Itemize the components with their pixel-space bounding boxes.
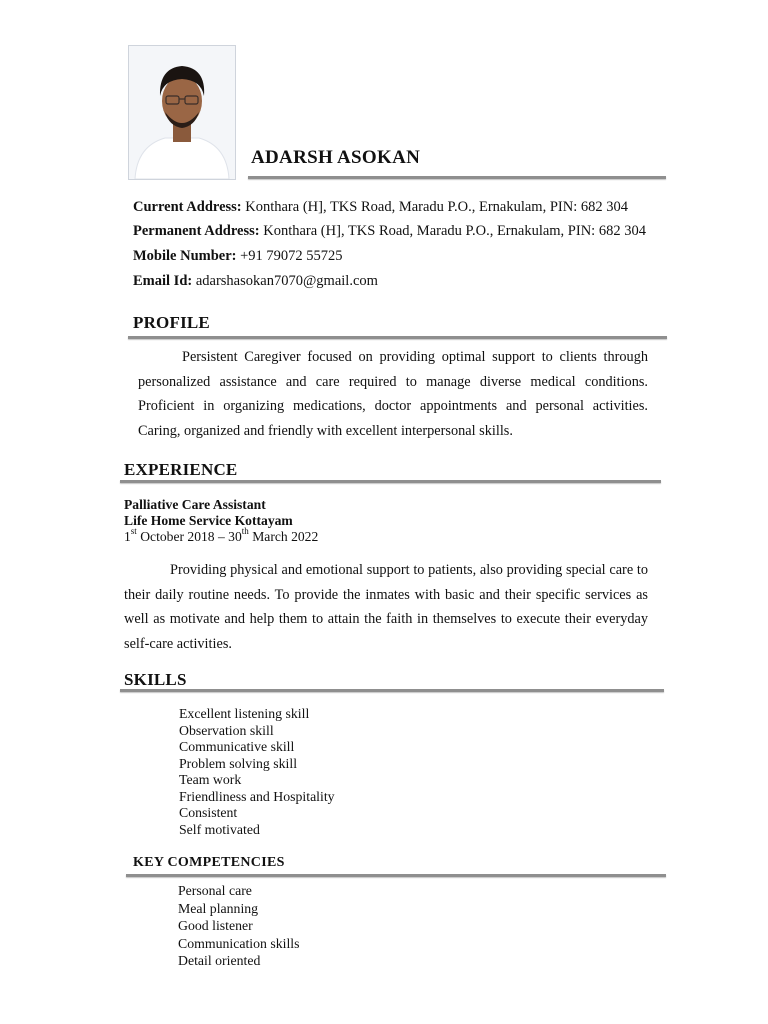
skill-item: Team work: [179, 772, 242, 787]
mobile-label: Mobile Number:: [133, 248, 237, 264]
skill-item: Problem solving skill: [179, 755, 298, 771]
profile-text: Persistent Caregiver focused on providing optimal support to clients through personalized assistance and care required to manage diverse medical conditions. Proficient in organizing medications, doctor appointments and personal activities. Caring, organized and friendly with excellent interpersonal skills.: [138, 349, 648, 439]
skills-heading: SKILLS: [124, 670, 187, 689]
competencies-divider: [126, 874, 666, 877]
mobile-value: +91 79072 55725: [240, 248, 343, 264]
competency-item: Personal care: [178, 883, 252, 898]
job-dates: 1st October 2018 – 30th March 2022: [124, 526, 319, 544]
skills-divider: [120, 689, 664, 692]
job-description: Providing physical and emotional support to patients, also providing special care to their daily routine needs. To provide the inmates with basic and their specific services as well as motivate and help them to attain the faith in themselves to execute their everyday self-care activities.: [124, 562, 648, 652]
competency-item: Good listener: [178, 918, 253, 933]
name-divider: [248, 176, 666, 179]
competency-item: Meal planning: [178, 900, 259, 916]
experience-divider: [120, 480, 661, 483]
experience-heading: EXPERIENCE: [124, 460, 238, 479]
job-title: Palliative Care Assistant: [124, 497, 266, 512]
skill-item: Friendliness and Hospitality: [179, 788, 335, 804]
email-label: Email Id:: [133, 273, 193, 289]
competency-item: Communication skills: [178, 935, 300, 951]
profile-divider: [128, 336, 667, 339]
skills-list: [179, 706, 335, 838]
job-company: Life Home Service Kottayam: [124, 513, 293, 528]
candidate-name: ADARSH ASOKAN: [251, 147, 421, 168]
skill-item: Consistent: [179, 805, 238, 820]
current-address: [133, 198, 628, 216]
mobile-number: [133, 247, 343, 265]
skill-item: Communicative skill: [179, 739, 295, 754]
profile-photo: [128, 45, 236, 180]
permanent-address-value: Konthara (H], TKS Road, Maradu P.O., Ernakulam, PIN: 682 304: [263, 223, 646, 239]
profile-heading: PROFILE: [133, 313, 210, 332]
email: [133, 272, 378, 290]
email-value: adarshasokan7070@gmail.com: [195, 273, 378, 289]
current-address-label: Current Address:: [133, 199, 242, 215]
skill-item: Excellent listening skill: [179, 706, 310, 721]
competencies-list: [178, 882, 300, 970]
permanent-address-label: Permanent Address:: [133, 223, 260, 239]
skill-item: Observation skill: [179, 722, 274, 738]
current-address-value: Konthara (H], TKS Road, Maradu P.O., Ernakulam, PIN: 682 304: [245, 199, 628, 215]
person-portrait-icon: [129, 46, 235, 179]
permanent-address: [133, 222, 646, 240]
competency-item: Detail oriented: [178, 953, 261, 968]
competencies-heading: KEY COMPETENCIES: [133, 855, 285, 870]
skill-item: Self motivated: [179, 821, 260, 837]
